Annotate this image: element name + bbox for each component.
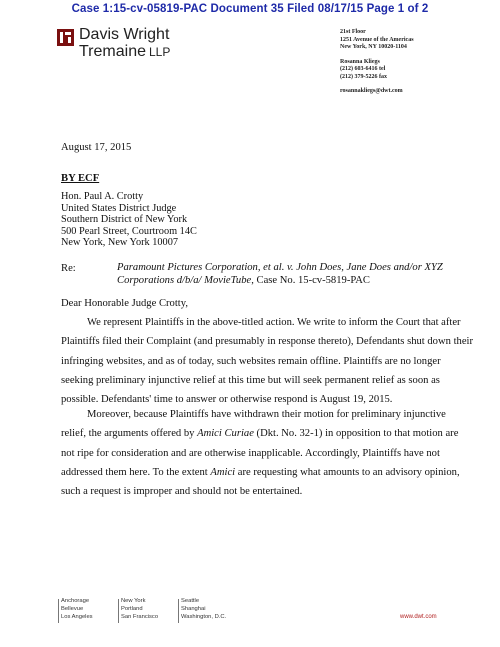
office-name: Shanghai — [181, 606, 206, 612]
office-name: Bellevue — [61, 606, 84, 612]
attorney-tel: (212) 603-6416 tel — [340, 66, 386, 72]
office-name: Anchorage — [61, 598, 90, 604]
address-floor: 21st Floor — [340, 29, 366, 35]
paragraph-line: Moreover, because Plaintiffs have withdrawn their motion for preliminary injunctive — [87, 409, 446, 420]
paragraph-1 — [61, 313, 473, 409]
office-name: Seattle — [181, 598, 200, 604]
address-street: 1251 Avenue of the Americas — [340, 36, 414, 43]
delivery-method: BY ECF — [61, 173, 100, 184]
attorney-email[interactable]: rosannakliegs@dwt.com — [340, 88, 403, 94]
footer-offices-col2 — [121, 597, 158, 621]
office-name: Washington, D.C. — [181, 614, 227, 620]
recipient-line: 500 Pearl Street, Courtroom 14C — [61, 225, 197, 237]
recipient-line: United States District Judge — [61, 202, 177, 214]
firm-logo-icon — [57, 29, 74, 46]
re-case-caption: Paramount Pictures Corporation, et al. v. John Does, Jane Does and/or XYZ — [117, 262, 443, 273]
firm-name-line1: Davis Wright — [79, 26, 170, 43]
paragraph-line: possible. Defendants' time to answer or otherwise respond is August 19, 2015. — [61, 394, 393, 406]
re-subject — [117, 262, 443, 287]
office-name: Los Angeles — [61, 614, 93, 620]
recipient-block — [61, 191, 197, 249]
footer-divider — [178, 599, 179, 623]
recipient-line: Hon. Paul A. Crotty — [61, 191, 144, 202]
firm-website-link[interactable]: www.dwt.com — [400, 614, 437, 620]
office-name: New York — [121, 598, 146, 604]
firm-name-llp: LLP — [148, 45, 171, 59]
paragraph-line: relief, the arguments offered by Amici Curiae (Dkt. No. 32-1) in opposition to that motion are — [61, 428, 459, 440]
letterhead-address — [340, 29, 414, 96]
paragraph-line: Plaintiffs filed their Complaint (and presumably in response thereto), Defendants shut down their — [61, 336, 473, 348]
letter-date: August 17, 2015 — [61, 142, 132, 153]
footer-offices-col3 — [181, 597, 226, 621]
paragraph-line: such a request is improper and should not be entertained. — [61, 486, 303, 498]
paragraph-line: infringing websites, and as of today, such websites remain offline. Plaintiffs are no longer — [61, 355, 441, 367]
amici-curiae-italic: Amici Curiae — [197, 428, 254, 440]
office-name: San Francisco — [121, 614, 159, 620]
footer-offices-col1 — [61, 597, 93, 621]
re-case-caption-cont: Corporations d/b/a/ MovieTube — [117, 274, 252, 286]
court-filing-header: Case 1:15-cv-05819-PAC Document 35 Filed 08/17/15 Page 1 of 2 — [71, 3, 429, 15]
footer-divider — [58, 599, 59, 623]
paragraph-line: not ripe for consideration and are otherwise inapplicable. Accordingly, Plaintiffs have not — [61, 447, 440, 459]
paragraph-line: seeking preliminary injunctive relief at this time but will seek permanent relief as soon as — [61, 374, 440, 386]
salutation: Dear Honorable Judge Crotty, — [61, 298, 188, 309]
amici-italic: Amici — [210, 466, 236, 478]
paragraph-line: We represent Plaintiffs in the above-titled action. We write to inform the Court that after — [87, 317, 461, 328]
re-case-number: , Case No. 15-cv-5819-PAC — [251, 274, 370, 286]
paragraph-line: addressed them here. To the extent Amici are requesting what amounts to an advisory opinion, — [61, 466, 460, 478]
office-name: Portland — [121, 606, 143, 612]
firm-name-tremaine: Tremaine — [79, 43, 146, 60]
attorney-name: Rosanna Kliegs — [340, 58, 380, 65]
footer-divider — [118, 599, 119, 623]
address-city: New York, NY 10020-1104 — [340, 44, 407, 50]
paragraph-2 — [61, 405, 460, 501]
attorney-fax: (212) 379-5226 fax — [340, 73, 387, 80]
recipient-line: Southern District of New York — [61, 214, 188, 225]
re-label: Re: — [61, 263, 76, 274]
firm-name-line2 — [79, 44, 170, 60]
recipient-line: New York, New York 10007 — [61, 237, 178, 248]
